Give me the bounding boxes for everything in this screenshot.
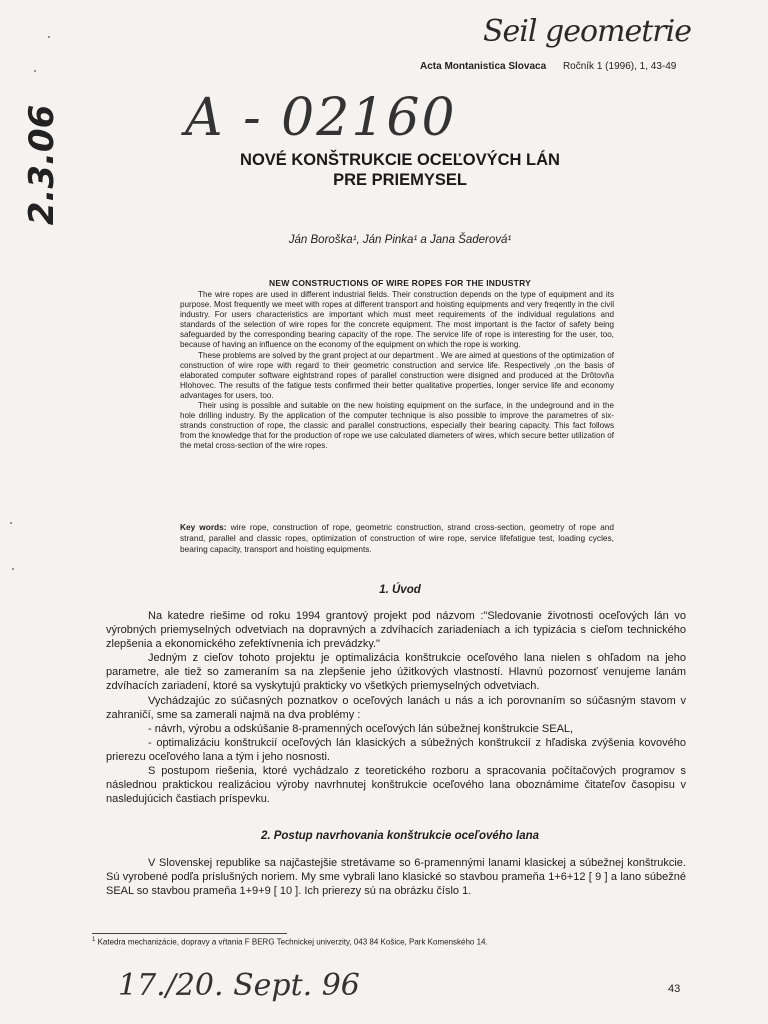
section-1-paragraph-4: S postupom riešenia, ktoré vychádzalo z teoretického rozboru a spracovania počítačových programov s následnou praktickou realizáciou výroby navrhnutej konštrukcie oceľového lana oboznámime čitateľov časopisu v nasledujúcich častiach príspevku. [106, 765, 686, 806]
scan-speck [12, 568, 14, 570]
abstract-title: NEW CONSTRUCTIONS OF WIRE ROPES FOR THE INDUSTRY [269, 278, 531, 288]
abstract-paragraph-3: Their using is possible and suitable on the new hoisting equipment on the surface, in the undeground and in the hole drilling industry. By the application of the computer technique is also possible to improve the parametres of six-strands construction of rope, the classic and parallel constructions, especially their bearing capacity. This fact follows from the knowledge that for the production of rope we use calculated diameters of wires, which secure better utilization of the metal cross-section of the wire ropes. [180, 401, 614, 451]
authors: Ján Boroška¹, Ján Pinka¹ a Jana Šaderová¹ [288, 234, 512, 246]
handwritten-archive-code: A - 02160 [185, 88, 457, 148]
section-1-body [106, 609, 686, 806]
section-2-body [106, 856, 686, 898]
abstract-paragraph-2: These problems are solved by the grant project at our department . We are aimed at questions of the optimization of construction of wire rope with regard to their geometric construction and service life. Respectively ,on the basis of elaborated computer software eightstrand ropes of parallel construction were disigned and produced at the Drôtovňa Hlohovec. The results of the fatigue tests confirmed their better qualitative properties, longer service life and economy advantages for users, too. [180, 350, 614, 400]
section-1-paragraph-3: Vychádzajúc zo súčasných poznatkov o oceľových lanách u nás a ich porovnaním so súčasným stavom v zahraničí, sme sa zamerali najmä na dva problémy : [106, 694, 686, 721]
section-1-heading: 1. Úvod [379, 584, 421, 596]
handwritten-side-date [10, 100, 63, 226]
section-1-paragraph-1: Na katedre riešime od roku 1994 grantový projekt pod názvom :"Sledovanie životnosti oceľových lán vo výrobných priemyselných odvetviach na dopravných a zdvíhacích zariadeniach a ich typizácia s cieľom technického zlepšenia a ekonomického zefektívnenia ich prevádzky." [106, 610, 686, 651]
abstract [180, 290, 614, 452]
title-line-1: NOVÉ KONŠTRUKCIE OCEĽOVÝCH LÁN [240, 151, 560, 169]
running-header [420, 61, 676, 72]
paper-title [150, 150, 650, 190]
footnote-rule [92, 933, 287, 934]
handwritten-note-top: Seil geometrie [483, 14, 691, 49]
footnote-text: Katedra mechanizácie, dopravy a vŕtania F BERG Technickej univerzity, 043 84 Košice, Park Komenského 14. [97, 937, 488, 947]
scan-speck [34, 70, 36, 72]
journal-name: Acta Montanistica Slovaca [420, 61, 547, 72]
section-2-paragraph-1: V Slovenskej republike sa najčastejšie stretávame so 6-pramennými lanami klasickej a súbežnej konštrukcie. Sú vyrobené podľa príslušných noriem. My sme vybrali lano klasické so stavbou prameňa 1+6+12 [ 9 ] a lano súbežné SEAL so stavbou prameňa 1+9+9 [ 10 ]. Ich prierezy sú na obrázku číslo 1. [106, 857, 686, 898]
keywords [180, 522, 614, 554]
abstract-paragraph-1: The wire ropes are used in different industrial fields. Their construction depends on the type of equipment and its purpose. Most frequently we meet with ropes at different transport and hoisting equipments and very freqently in the civil industry. For users characteristics are important which must meet requirements of the individual regulations and standards of the selection of wire ropes for the concrete equipment. The most important is the factor of safety being safeguarded by the corresponding bearing capacity of the rope. The service life of rope is interesting for the user, too, because of having an influence on the economy of the equipment on which the rope is working. [180, 290, 614, 350]
footnote-mark: 1 [92, 937, 96, 943]
side-date-text: 2.3.06 [22, 104, 63, 226]
journal-volume: Ročník 1 (1996), 1, 43-49 [562, 61, 677, 72]
section-1-list-item-2: - optimalizáciu konštrukcií oceľových lán klasických a súbežných konštrukcií z hľadiska zvýšenia kovového prierezu oceľového lana a tým i jeho nosnosti. [106, 736, 686, 763]
footnote [92, 937, 692, 947]
section-2-heading: 2. Postup navrhovania konštrukcie oceľového lana [260, 830, 540, 842]
section-1-list-item-1: - návrh, výrobu a odskúšanie 8-pramenných oceľových lán súbežnej konštrukcie SEAL, [148, 722, 574, 735]
keywords-label: Key words: [180, 522, 227, 532]
keywords-text: wire rope, construction of rope, geometric construction, strand cross-section, geometry of rope and strand, parallel and classic ropes, optimization of construction of wire rope, service lifefatigue test, loading cycles, bearing capacity, transport and hoisting equipments. [180, 522, 614, 554]
page-number: 43 [668, 983, 681, 995]
title-line-2: PRE PRIEMYSEL [333, 171, 467, 189]
scan-speck [48, 36, 50, 38]
scan-speck [10, 522, 12, 524]
handwritten-bottom-date: 17./20. Sept. 96 [118, 968, 360, 1003]
section-1-paragraph-2: Jedným z cieľov tohoto projektu je optimalizácia konštrukcie oceľového lana nielen s ohľadom na jeho parametre, ale tiež so zameraním sa na zlepšenie jeho úžitkových vlastností. Hlavnú pozornosť venujeme lanám zdvíhacích zariadení, ktoré sa vyskytujú prakticky vo všetkých priemyselných odvetviach. [106, 652, 686, 693]
